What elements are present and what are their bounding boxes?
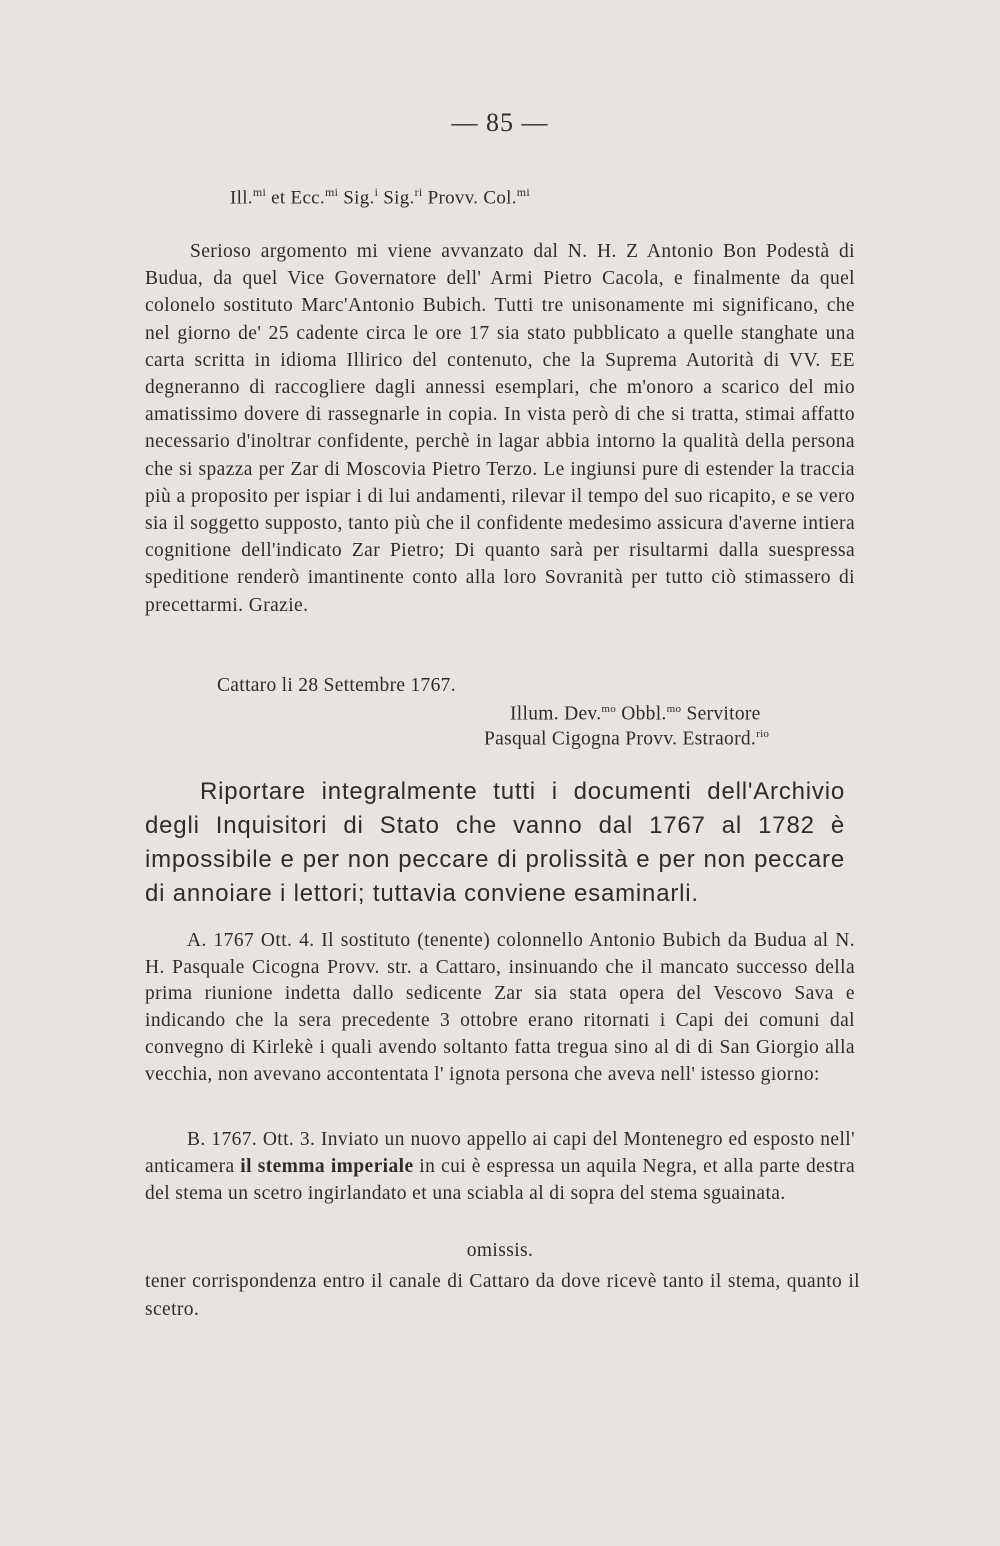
entry-b-text-end: in cui è espressa un aquila Negra, et alla parte destra del stema un scetro ingirlandato et una sciabla al di sopra del stema sguainata. <box>145 1156 855 1204</box>
letter-salutation <box>230 185 530 209</box>
letter-closing <box>510 703 761 726</box>
closing-part: Obbl. <box>616 703 667 725</box>
letter-signer <box>484 728 769 751</box>
closing-part: Servitore <box>681 703 761 725</box>
closing-sup: mo <box>666 703 682 715</box>
salutation-sup: ri <box>414 185 423 199</box>
letter-body <box>145 238 855 619</box>
closing-sup: mo <box>601 703 617 715</box>
closing-part: Illum. Dev. <box>510 703 602 725</box>
omissis-marker: omissis. <box>466 1240 534 1261</box>
salutation-sup: mi <box>516 185 531 199</box>
salutation-sup: mi <box>252 185 267 199</box>
signer-name: Pasqual Cigogna Provv. Estraord. <box>484 728 757 750</box>
salutation-part: Sig. <box>378 187 415 209</box>
entry-b-bold-text: il stemma imperiale <box>240 1156 414 1177</box>
entry-a-text: A. 1767 Ott. 4. Il sostituto (tenente) colonnello Antonio Bubich da Budua al N. H. Pasquale Cicogna Provv. str. a Cattaro, insinuando che il mancato successo della prima riunione indetta dallo sedicente Zar sia stata opera del Vescovo Sava e indicando che la sera precedente 3 ottobre erano ritornati i Capi dei comuni dal convegno di Kirlekè i quali avendo soltanto fatta tregua sino al di di San Giorgio alla vecchia, non avevano accontentata l' ignota persona che aveva nell' istesso giorno: <box>145 930 855 1085</box>
document-entry-b <box>145 1126 855 1207</box>
salutation-part: et Ecc. <box>266 187 325 209</box>
commentary-text: Riportare integralmente tutti i documenti dell'Archivio degli Inquisitori di Stato che vanno dal 1767 al 1782 è impossibile e per non peccare di prolissità e per non peccare di annoiare i lettori; tuttavia conviene esaminarli. <box>145 778 845 907</box>
entry-b-text: B. 1767. Ott. 3. Inviato un nuovo appello ai capi del Montenegro ed esposto nell' anticamera <box>145 1129 855 1177</box>
salutation-sup: i <box>374 185 379 199</box>
signer-sup: rio <box>756 728 770 740</box>
salutation-part: Provv. Col. <box>422 187 517 209</box>
page-number: — 85 — <box>451 108 549 137</box>
salutation-part: Sig. <box>338 187 375 209</box>
letter-body-text: Serioso argomento mi viene avvanzato dal N. H. Z Antonio Bon Podestà di Budua, da quel Vice Governatore dell' Armi Pietro Cacola, e finalmente da quel colonelo sostituto Marc'Antonio Bubich. Tutti tre unisonamente mi significano, che nel giorno de' 25 cadente circa le ore 17 sia stato pubblicato a quelle stanghate una carta scritta in idioma Illirico del contenuto, che la Suprema Autorità di VV. EE degneranno di raccogliere dagli annessi esemplari, che m'onoro a scarico del mio amatissimo dovere di rassegnarle in copia. In vista però di che si tratta, stimai affatto necessario d'inoltrar confidente, perchè in lagar abbia intorno la qualità della persona che si spazza per Zar di Moscovia Pietro Terzo. Le ingiunsi pure di estender la traccia più a proposito per ispiar i di lui andamenti, rilevar il tempo del suo ricapito, e se vero sia il soggetto supposto, tanto più che il confidente medesimo assicura d'averne intiera cognitione dell'indicato Zar Pietro; Di quanto sarà per risultarmi dalla suespressa speditione renderò imantinente conto alla loro Sovranità per tutto ciò stimassero di precettarmi. Grazie. <box>145 241 855 616</box>
document-entry-a <box>145 928 855 1088</box>
letter-date: Cattaro li 28 Settembre 1767. <box>217 675 456 696</box>
author-commentary <box>145 775 845 911</box>
closing-paragraph: tener corrispondenza entro il canale di Cattaro da dove ricevè tanto il stema, quanto il scetro. <box>145 1271 860 1320</box>
salutation-part: Ill. <box>230 187 253 209</box>
salutation-sup: mi <box>324 185 339 199</box>
